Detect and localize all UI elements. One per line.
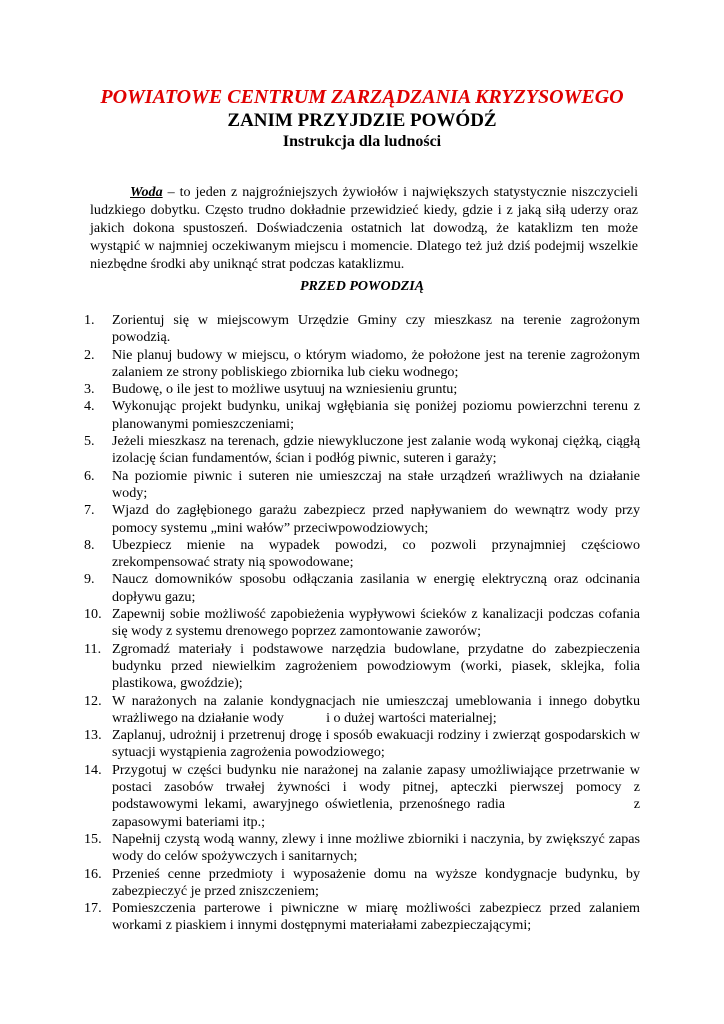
list-item xyxy=(84,398,644,433)
list-item-text: Wykonując projekt budynku, unikaj wgłębiania się poniżej poziomu powierzchni terenu z planowanymi pomieszczeniami; xyxy=(112,398,644,432)
list-item-number: 13. xyxy=(84,727,102,744)
list-item-text: Przenieś cenne przedmioty i wyposażenie domu na wyższe kondygnacje budynku, by zabezpieczyć je przed zniszczeniem; xyxy=(112,865,644,899)
list-item-number: 1. xyxy=(84,312,95,328)
list-item-text: Wjazd do zagłębionego garażu zabezpiecz przed napływaniem do wewnątrz wody przy pomocy systemu „mini wałów” przeciwpowodziowych; xyxy=(112,502,644,536)
list-item xyxy=(84,536,644,572)
list-item-number: 15. xyxy=(84,830,102,847)
list-item-text: Zapewnij sobie możliwość zapobieżenia wypływowi ścieków z kanalizacji podczas cofania się wody z systemu drenowego poprzez zamontowanie zaworów; xyxy=(112,606,644,640)
list-item-number: 17. xyxy=(84,900,102,917)
list-item-text: Pomieszczenia parterowe i piwniczne w miarę możliwości zabezpiecz przed zalaniem workami z piaskiem i innymi dostępnymi materiałami zabezpieczającymi; xyxy=(112,900,644,934)
list-item-text: Budowę, o ile jest to możliwe usytuuj na wzniesieniu gruntu; xyxy=(112,381,458,398)
list-item-number: 2. xyxy=(84,346,95,363)
list-item-number: 3. xyxy=(84,381,95,398)
list-item-text: Zorientuj się w miejscowym Urzędzie Gminy czy mieszkasz na terenie zagrożonym powodzią. xyxy=(112,312,644,346)
list-item-text: Zgromadź materiały i podstawowe narzędzia budowlane, przydatne do zabezpieczenia budynku przed niewielkim zagrożeniem powodziowym (worki, piasek, sklejka, folia plastikowa, gwoździe); xyxy=(112,640,644,692)
list-item-number: 5. xyxy=(84,433,95,450)
list-item-number: 14. xyxy=(84,761,102,778)
list-item xyxy=(84,346,644,382)
list-item-number: 12. xyxy=(84,692,102,709)
list-item xyxy=(84,381,640,398)
list-item xyxy=(84,571,644,606)
list-item xyxy=(84,727,644,762)
list-item xyxy=(84,900,644,935)
list-item xyxy=(84,830,644,866)
list-item xyxy=(84,692,644,728)
list-item xyxy=(84,312,644,347)
list-item xyxy=(84,606,644,641)
list-item xyxy=(84,761,644,831)
list-item-text: W narażonych na zalanie kondygnacjach nie umieszczaj umeblowania i innego dobytku wrażliwego na działanie wody i o dużej wartości materialnej; xyxy=(112,692,644,726)
list-item-number: 6. xyxy=(84,467,95,484)
list-item-text: Jeżeli mieszkasz na terenach, gdzie niewykluczone jest zalanie wodą wykonaj ciężką, ciągłą izolację ścian fundamentów, ścian i podłóg piwnic, suteren i garaży; xyxy=(112,433,644,467)
list-item-number: 16. xyxy=(84,865,102,882)
list-item-text: Na poziomie piwnic i suteren nie umieszczaj na stałe urządzeń wrażliwych na działanie wody; xyxy=(112,467,644,501)
list-item-number: 11. xyxy=(84,640,102,657)
list-item-text: Ubezpiecz mienie na wypadek powodzi, co pozwoli przynajmniej częściowo zrekompensować straty nią spowodowane; xyxy=(112,536,644,571)
instruction-list xyxy=(84,312,644,935)
list-item-number: 4. xyxy=(84,398,95,415)
intro-paragraph xyxy=(90,183,638,273)
list-item-number: 10. xyxy=(84,606,102,623)
list-item-number: 8. xyxy=(84,536,95,553)
list-item xyxy=(84,640,644,693)
list-item xyxy=(84,502,644,537)
list-item-text: Nie planuj budowy w miejscu, o którym wiadomo, że położone jest na terenie zagrożonym zalaniem ze strony pobliskiego zbiornika lub cieku wodnego; xyxy=(112,346,644,380)
section-title: PRZED POWODZIĄ xyxy=(299,279,425,294)
list-item-text: Zaplanuj, udrożnij i przetrenuj drogę i sposób ewakuacji rodziny i zwierząt gospodarskich w sytuacji wystąpienia zagrożenia powodziowego; xyxy=(112,727,644,761)
list-item xyxy=(84,467,644,503)
intro-term: Woda xyxy=(130,184,163,200)
list-item-text: Napełnij czystą wodą wanny, zlewy i inne możliwe zbiorniki i naczynia, by zwiększyć zapas wody do celów spożywczych i sanitarnych; xyxy=(112,830,644,865)
intro-text: – to jeden z najgroźniejszych żywiołów i największych statystycznie niszczycieli ludzkiego dobytku. Często trudno dokładnie przewidzieć kiedy, gdzie i z jaką siłą uderzy oraz jakich dokona spustoszeń. Doświadczenia ostatnich lat dowodzą, że kataklizm ten może wystąpić w najmniej oczekiwanym miejscu i momencie. Dlatego też już dziś podejmij wszelkie niezbędne środki aby uniknąć strat podczas kataklizmu. xyxy=(90,184,638,272)
list-item-text: Przygotuj w części budynku nie narażonej na zalanie zapasy umożliwiające przetrwanie w postaci zasobów trwałej żywności i wody pitnej, apteczki pierwszej pomocy z podstawowymi lekami, awaryjnego oświetlenia, przenośnego radia z zapasowymi bateriami itp.; xyxy=(112,761,644,830)
organization-heading: POWIATOWE CENTRUM ZARZĄDZANIA KRYZYSOWEGO xyxy=(100,86,624,108)
list-item-number: 7. xyxy=(84,502,95,519)
list-item-text: Naucz domowników sposobu odłączania zasilania w energię elektryczną oraz odcinania dopływu gazu; xyxy=(112,571,644,605)
page-title: ZANIM PRZYJDZIE POWÓDŹ xyxy=(227,110,497,131)
list-item-number: 9. xyxy=(84,571,95,588)
list-item xyxy=(84,433,644,468)
page-subtitle: Instrukcja dla ludności xyxy=(282,133,442,150)
list-item xyxy=(84,865,644,901)
